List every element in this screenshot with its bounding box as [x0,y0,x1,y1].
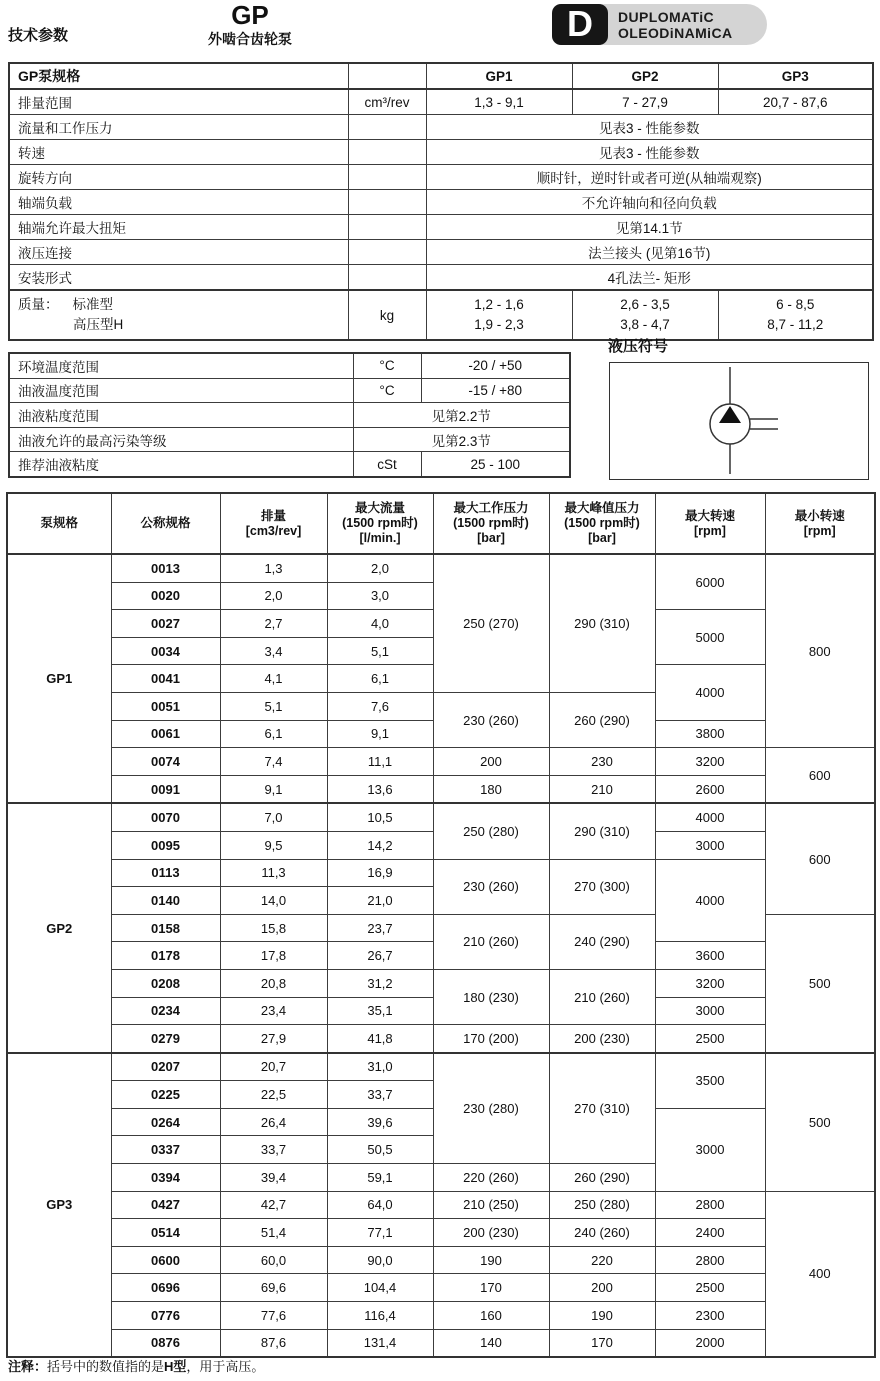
table-cell: 210 [549,775,655,803]
table-cell: 131,4 [327,1329,433,1357]
unit-cell [348,265,426,291]
table-cell: 600 [765,748,875,804]
column-header: 最大流量 (1500 rpm时) [l/min.] [327,493,433,554]
performance-table [6,492,876,1358]
column-header: 公称规格 [111,493,220,554]
table-cell: 26,7 [327,942,433,970]
table-row [9,63,873,89]
table-cell: 见第2.2节 [353,403,570,428]
table-row [7,748,875,776]
table-cell: 250 (270) [433,554,549,692]
nominal-code-cell: 0095 [111,831,220,859]
nominal-code-cell: 0876 [111,1329,220,1357]
unit-cell: cSt [353,452,421,477]
table-cell: 5,1 [220,692,327,720]
mass-label-line2 [18,315,346,335]
unit-cell: °C [353,353,421,378]
table-cell: 210 (260) [549,969,655,1024]
unit-cell [348,115,426,140]
row-label: 流量和工作压力 [9,115,348,140]
unit-cell [348,165,426,190]
table-cell: 16,9 [327,859,433,887]
performance-header-row [7,493,875,554]
table-cell: 22,5 [220,1081,327,1109]
table-cell: 9,1 [327,720,433,748]
footnote-prefix: 注释： [8,1359,48,1374]
nominal-code-cell: 0070 [111,803,220,831]
table-cell: 15,8 [220,914,327,942]
table-cell: 17,8 [220,942,327,970]
table-cell: 190 [433,1246,549,1274]
table-cell: 23,4 [220,997,327,1025]
table-cell: 2,0 [220,582,327,610]
table-cell: 290 (310) [549,554,655,692]
table-cell: 104,4 [327,1274,433,1302]
table-row [9,353,570,378]
table-cell: 260 (290) [549,692,655,747]
pump-series-cell: GP3 [7,1053,111,1358]
column-header-gp2: GP2 [572,63,718,89]
nominal-code-cell: 0178 [111,942,220,970]
table-cell: 7,6 [327,692,433,720]
table-cell: 2000 [655,1329,765,1357]
table-row [7,1025,875,1053]
nominal-code-cell: 0034 [111,637,220,665]
table-cell: 2500 [655,1274,765,1302]
table-cell: 250 (280) [549,1191,655,1219]
row-label: 环境温度范围 [9,353,353,378]
table-cell: 20,7 [220,1053,327,1081]
table-cell: 见第2.3节 [353,427,570,452]
table-cell [572,290,718,340]
nominal-code-cell: 0074 [111,748,220,776]
table-cell: 140 [433,1329,549,1357]
mass-std-gp2: 2,6 - 3,5 [620,297,670,312]
column-header: 泵规格 [7,493,111,554]
mass-h-gp1: 1,9 - 2,3 [474,317,524,332]
table-row [9,290,873,340]
table-cell: 3600 [655,942,765,970]
table-row [9,165,873,190]
row-label: 油液温度范围 [9,378,353,403]
table-cell: 顺时针，逆时针或者可逆(从轴端观察) [426,165,873,190]
logo-wordmark [600,4,767,45]
table-row [7,1191,875,1219]
table-cell: 230 (280) [433,1053,549,1164]
nominal-code-cell: 0020 [111,582,220,610]
table-cell: 33,7 [327,1081,433,1109]
logo-line1: DUPLOMATiC [618,8,715,25]
table-cell: 11,1 [327,748,433,776]
table-cell: 210 (250) [433,1191,549,1219]
table-cell: 210 (260) [433,914,549,969]
table-row [7,969,875,997]
table-cell: 230 [549,748,655,776]
table-cell: 见第14.1节 [426,215,873,240]
table-cell: 1,3 [220,554,327,582]
table-cell: 250 (280) [433,803,549,859]
table-cell: 160 [433,1302,549,1330]
table-cell [718,290,873,340]
table-cell: 270 (310) [549,1053,655,1164]
row-label: 推荐油液粘度 [9,452,353,477]
unit-cell [348,240,426,265]
table-cell: 400 [765,1191,875,1357]
table-cell: 不允许轴向和径向负载 [426,190,873,215]
table-cell: 240 (260) [549,1219,655,1247]
table-cell: 3,4 [220,637,327,665]
table-row [9,240,873,265]
spec-table [8,62,874,341]
table-cell: 2400 [655,1219,765,1247]
table-cell: 2,0 [327,554,433,582]
table-cell: 200 [433,748,549,776]
footnote-text1: 括号中的数值指的是 [47,1359,165,1374]
table-cell: 42,7 [220,1191,327,1219]
table-cell: 4000 [655,665,765,720]
table-row [7,1053,875,1081]
page-title: GP [231,0,269,30]
table-cell: 4,1 [220,665,327,693]
row-label: 轴端负载 [9,190,348,215]
title-block [155,0,345,48]
page-subtitle: 外啮合齿轮泵 [208,31,292,47]
table-cell: 4孔法兰- 矩形 [426,265,873,291]
company-logo [552,4,767,45]
footnote-text2: ，用于高压。 [186,1359,265,1374]
nominal-code-cell: 0427 [111,1191,220,1219]
table-cell: 2300 [655,1302,765,1330]
column-header: 最小转速 [rpm] [765,493,875,554]
table-row [9,115,873,140]
table-cell: 60,0 [220,1246,327,1274]
table-cell: 59,1 [327,1164,433,1192]
table-row [7,1329,875,1357]
table-row [7,1246,875,1274]
nominal-code-cell: 0051 [111,692,220,720]
unit-cell [348,140,426,165]
table-cell: 3000 [655,997,765,1025]
table-cell: 20,8 [220,969,327,997]
table-row [7,859,875,887]
hydraulic-symbol-box [609,362,869,480]
table-cell: 600 [765,803,875,914]
table-cell: 180 (230) [433,969,549,1024]
logo-letter: D [567,2,593,44]
table-cell: 500 [765,1053,875,1191]
table-cell: 3000 [655,831,765,859]
table-cell: 270 (300) [549,859,655,914]
table-cell: 5000 [655,610,765,665]
table-cell: 77,1 [327,1219,433,1247]
table-cell: 200 (230) [549,1025,655,1053]
table-cell: 64,0 [327,1191,433,1219]
unit-cell [348,190,426,215]
table-row [7,803,875,831]
table-cell: 87,6 [220,1329,327,1357]
table-row [9,140,873,165]
table-cell: 180 [433,775,549,803]
table-cell: 3000 [655,1108,765,1191]
column-header-gp1: GP1 [426,63,572,89]
mass-standard-label: 标准型 [72,297,113,312]
table-cell: 50,5 [327,1136,433,1164]
nominal-code-cell: 0208 [111,969,220,997]
table-cell: 7 - 27,9 [572,89,718,115]
table-cell: 6,1 [327,665,433,693]
table-row [9,403,570,428]
table-cell: 6000 [655,554,765,610]
mass-std-gp1: 1,2 - 1,6 [474,297,524,312]
pump-series-cell: GP1 [7,554,111,803]
row-label: 旋转方向 [9,165,348,190]
logo-line2: OLEODiNAMiCA [618,24,733,41]
table-cell: 290 (310) [549,803,655,859]
row-label: 轴端允许最大扭矩 [9,215,348,240]
table-cell [426,290,572,340]
nominal-code-cell: 0337 [111,1136,220,1164]
table-cell: 260 (290) [549,1164,655,1192]
table-cell: 7,4 [220,748,327,776]
row-label: 液压连接 [9,240,348,265]
unit-cell: cm³/rev [348,89,426,115]
spec-table-title: GP泵规格 [9,63,348,89]
mass-label-line1 [18,295,346,315]
table-cell: 25 - 100 [421,452,570,477]
unit-cell [348,63,426,89]
row-label: 排量范围 [9,89,348,115]
row-label: 安装形式 [9,265,348,291]
nominal-code-cell: 0776 [111,1302,220,1330]
nominal-code-cell: 0158 [111,914,220,942]
table-row [7,775,875,803]
table-cell: 31,2 [327,969,433,997]
table-cell: 170 (200) [433,1025,549,1053]
table-cell: 500 [765,914,875,1052]
mass-high-pressure-label: 高压型H [73,317,124,332]
nominal-code-cell: 0113 [111,859,220,887]
row-label: 油液粘度范围 [9,403,353,428]
table-row [9,89,873,115]
table-cell: 39,4 [220,1164,327,1192]
nominal-code-cell: 0013 [111,554,220,582]
table-cell: 69,6 [220,1274,327,1302]
table-cell: 240 (290) [549,914,655,969]
table-cell: 3500 [655,1053,765,1109]
table-row [7,1219,875,1247]
table-cell: 200 [549,1274,655,1302]
table-cell: 2800 [655,1246,765,1274]
mass-h-gp2: 3,8 - 4,7 [620,317,670,332]
table-cell: 90,0 [327,1246,433,1274]
mass-label: 质量： [18,297,59,312]
table-cell: 230 (260) [433,692,549,747]
table-cell: 5,1 [327,637,433,665]
table-row [9,190,873,215]
table-cell: 230 (260) [433,859,549,914]
table-cell: 4000 [655,803,765,831]
table-cell: 220 [549,1246,655,1274]
table-cell: 35,1 [327,997,433,1025]
column-header: 最大转速 [rpm] [655,493,765,554]
table-cell: 2800 [655,1191,765,1219]
table-cell: 31,0 [327,1053,433,1081]
row-label-mass [9,290,348,340]
table-cell: 33,7 [220,1136,327,1164]
footnote [8,1356,264,1375]
logo-d-icon [552,4,608,45]
table-cell: 220 (260) [433,1164,549,1192]
nominal-code-cell: 0061 [111,720,220,748]
table-cell: 77,6 [220,1302,327,1330]
table-cell: 21,0 [327,887,433,915]
table-cell: 26,4 [220,1108,327,1136]
table-cell: 170 [549,1329,655,1357]
nominal-code-cell: 0027 [111,610,220,638]
table-cell: 51,4 [220,1219,327,1247]
table-row [7,554,875,582]
table-cell: 13,6 [327,775,433,803]
nominal-code-cell: 0234 [111,997,220,1025]
table-row [9,378,570,403]
table-cell: 14,2 [327,831,433,859]
nominal-code-cell: 0279 [111,1025,220,1053]
table-cell: 200 (230) [433,1219,549,1247]
mass-h-gp3: 8,7 - 11,2 [767,317,824,332]
table-cell: 4000 [655,859,765,942]
nominal-code-cell: 0091 [111,775,220,803]
mass-std-gp3: 6 - 8,5 [776,297,815,312]
table-cell: -15 / +80 [421,378,570,403]
table-cell: 39,6 [327,1108,433,1136]
table-cell: 3,0 [327,582,433,610]
table-cell: 116,4 [327,1302,433,1330]
table-cell: 3800 [655,720,765,748]
nominal-code-cell: 0696 [111,1274,220,1302]
row-label: 油液允许的最高污染等级 [9,427,353,452]
nominal-code-cell: 0600 [111,1246,220,1274]
column-header-gp3: GP3 [718,63,873,89]
table-row [9,427,570,452]
table-cell: 11,3 [220,859,327,887]
table-cell: 41,8 [327,1025,433,1053]
nominal-code-cell: 0207 [111,1053,220,1081]
table-cell: 9,5 [220,831,327,859]
table-cell: 2500 [655,1025,765,1053]
table-row [9,215,873,240]
nominal-code-cell: 0264 [111,1108,220,1136]
table-cell: 6,1 [220,720,327,748]
table-cell: 法兰接头 (见第16节) [426,240,873,265]
column-header: 最大工作压力 (1500 rpm时) [bar] [433,493,549,554]
nominal-code-cell: 0514 [111,1219,220,1247]
table-cell: 2600 [655,775,765,803]
table-row [9,265,873,291]
footnote-bold: H型 [164,1359,187,1374]
table-cell: 170 [433,1274,549,1302]
nominal-code-cell: 0041 [111,665,220,693]
section-label: 技术参数 [8,27,69,44]
table-cell: -20 / +50 [421,353,570,378]
table-cell: 20,7 - 87,6 [718,89,873,115]
table-cell: 4,0 [327,610,433,638]
pump-series-cell: GP2 [7,803,111,1052]
table-cell: 14,0 [220,887,327,915]
nominal-code-cell: 0225 [111,1081,220,1109]
hydraulic-symbol-title: 液压符号 [608,338,669,355]
table-row [7,1274,875,1302]
table-cell: 3200 [655,969,765,997]
row-label: 转速 [9,140,348,165]
column-header: 排量 [cm3/rev] [220,493,327,554]
table-cell: 190 [549,1302,655,1330]
table-cell: 9,1 [220,775,327,803]
nominal-code-cell: 0140 [111,887,220,915]
nominal-code-cell: 0394 [111,1164,220,1192]
table-cell: 27,9 [220,1025,327,1053]
pump-symbol-icon [610,363,867,478]
column-header: 最大峰值压力 (1500 rpm时) [bar] [549,493,655,554]
table-cell: 7,0 [220,803,327,831]
table-cell: 见表3 - 性能参数 [426,140,873,165]
table-cell: 3200 [655,748,765,776]
unit-cell: °C [353,378,421,403]
table-cell: 23,7 [327,914,433,942]
table-cell: 1,3 - 9,1 [426,89,572,115]
table-cell: 见表3 - 性能参数 [426,115,873,140]
performance-table-body [7,554,875,1357]
table-cell: 800 [765,554,875,748]
table-row [9,452,570,477]
table-cell: 10,5 [327,803,433,831]
fluid-table [8,352,571,478]
table-row [7,1302,875,1330]
table-cell: 2,7 [220,610,327,638]
unit-cell [348,215,426,240]
unit-cell: kg [348,290,426,340]
